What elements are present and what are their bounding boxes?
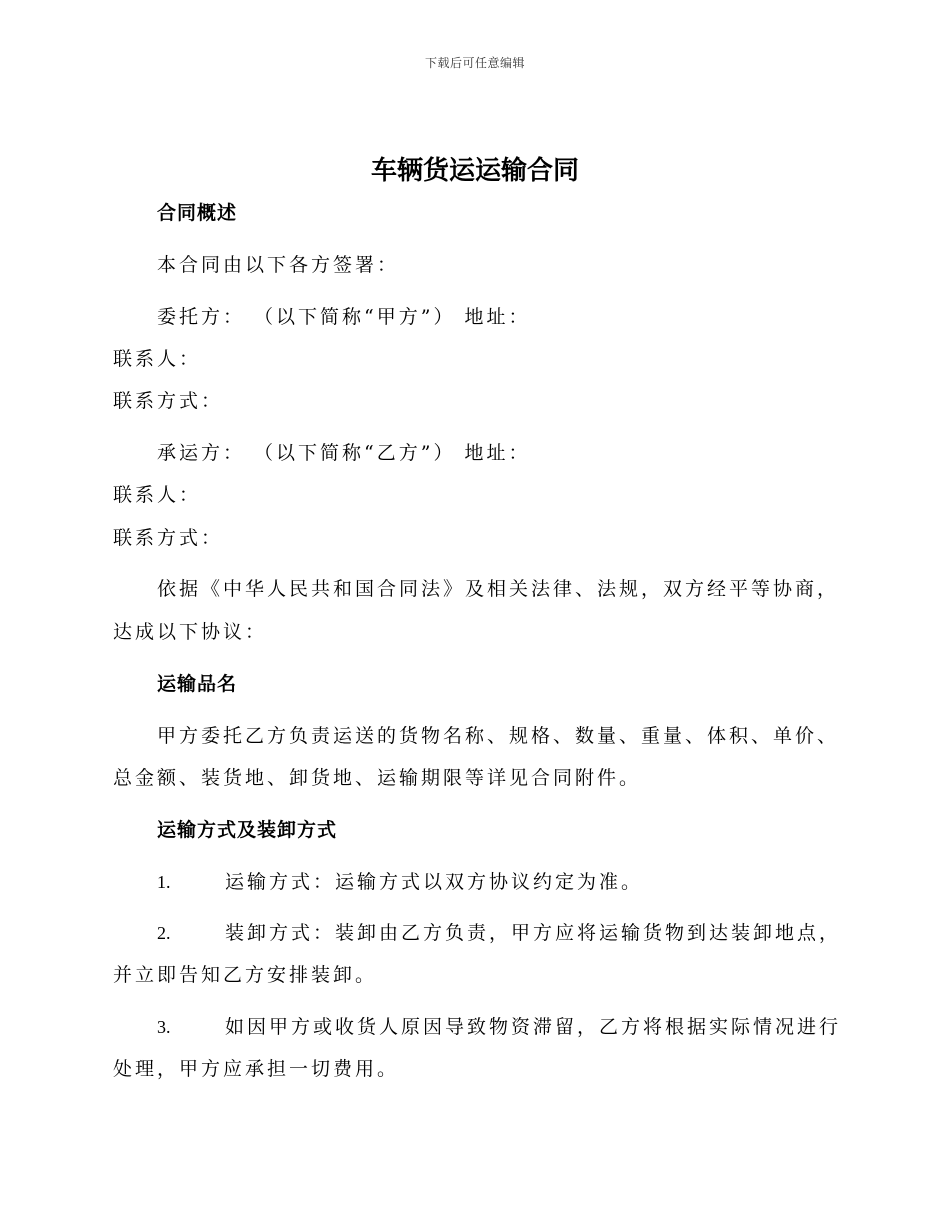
item-number: 1. xyxy=(157,872,171,892)
goods-line-1: 甲方委托乙方负责运送的货物名称、规格、数量、重量、体积、单价、 xyxy=(157,725,840,747)
party-a-contact-method: 联系方式： xyxy=(113,390,224,412)
method-item-1 xyxy=(157,867,643,894)
method-item-3 xyxy=(157,1012,841,1039)
item-number: 2. xyxy=(157,923,171,943)
section-heading-goods: 运输品名 xyxy=(157,673,238,695)
party-b-contact-person: 联系人： xyxy=(113,484,202,506)
method-item-2 xyxy=(157,918,841,945)
party-b-line: 承运方： （以下简称“乙方”） 地址： xyxy=(157,442,531,464)
party-a-contact-person: 联系人： xyxy=(113,348,202,370)
party-b-contact-method: 联系方式： xyxy=(113,527,224,549)
party-a-line: 委托方： （以下简称“甲方”） 地址： xyxy=(157,306,531,328)
section-heading-method: 运输方式及装卸方式 xyxy=(157,819,338,841)
item-text: 如因甲方或收货人原因导致物资滞留，乙方将根据实际情况进行 xyxy=(225,1016,842,1038)
item-number: 3. xyxy=(157,1017,171,1037)
goods-line-2: 总金额、装货地、卸货地、运输期限等详见合同附件。 xyxy=(113,767,642,789)
method-item-3-continued: 处理，甲方应承担一切费用。 xyxy=(113,1058,400,1080)
intro-line: 本合同由以下各方签署： xyxy=(157,254,400,276)
method-item-2-continued: 并立即告知乙方安排装卸。 xyxy=(113,964,378,986)
section-heading-overview: 合同概述 xyxy=(157,202,238,224)
basis-line-2: 达成以下协议： xyxy=(113,621,268,643)
basis-line-1: 依据《中华人民共和国合同法》及相关法律、法规，双方经平等协商， xyxy=(157,578,840,600)
document-title: 车辆货运运输合同 xyxy=(370,156,579,186)
item-text: 运输方式：运输方式以双方协议约定为准。 xyxy=(225,871,644,893)
header-note: 下载后可任意编辑 xyxy=(424,56,525,70)
item-text: 装卸方式：装卸由乙方负责，甲方应将运输货物到达装卸地点， xyxy=(225,922,842,944)
